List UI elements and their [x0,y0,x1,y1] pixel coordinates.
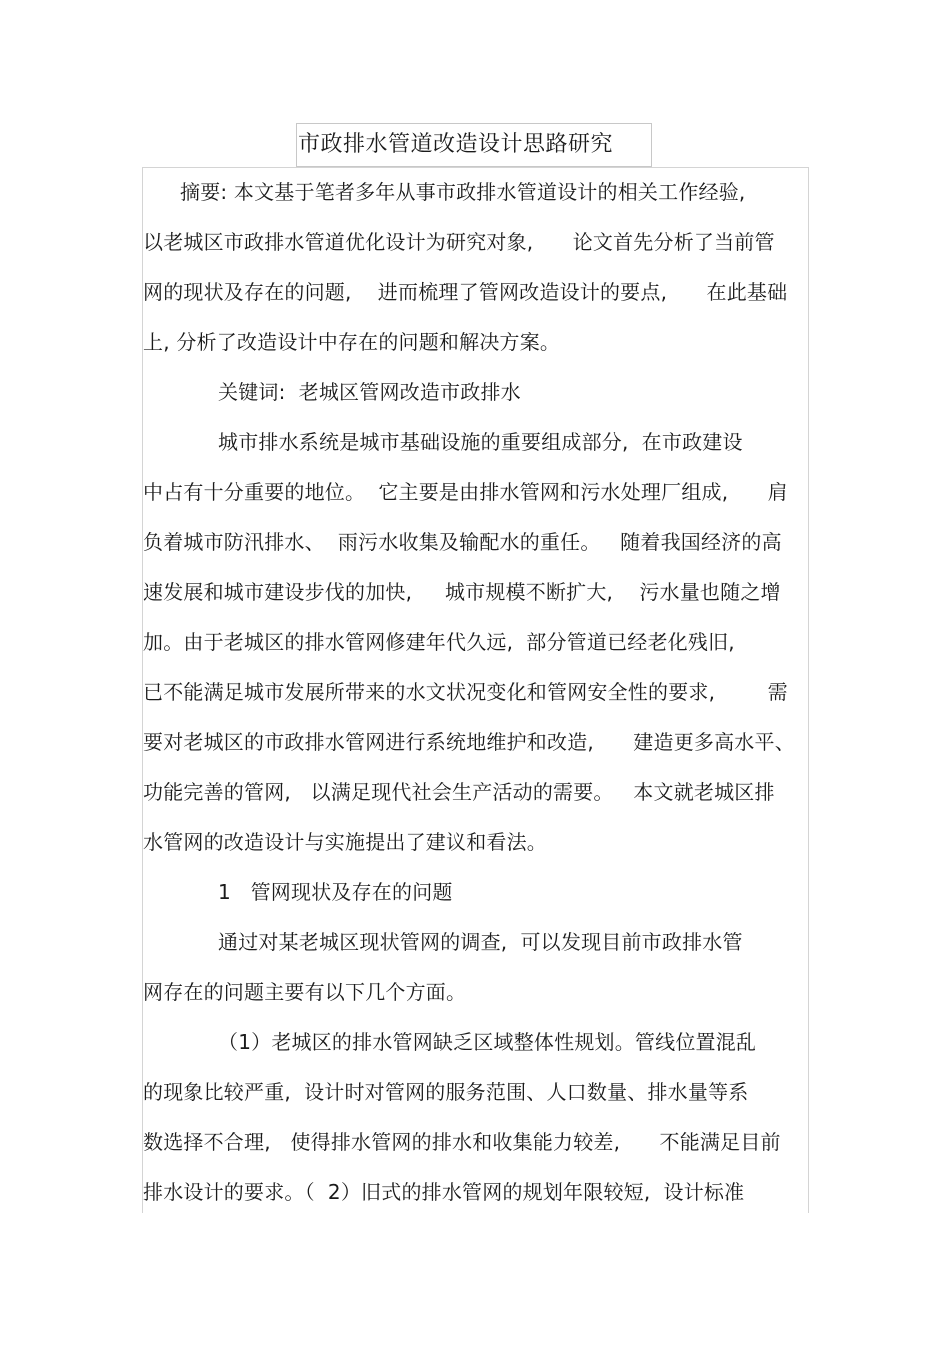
intro-line-3: 负着城市防汛排水、 雨污水收集及输配水的重任。 随着我国经济的高 [143,530,782,554]
section-heading-1: 1 管网现状及存在的问题 [218,880,453,904]
intro-line-8: 功能完善的管网, 以满足现代社会生产活动的需要。 本文就老城区排 [143,780,775,804]
intro-line-5: 加。由于老城区的排水管网修建年代久远, 部分管道已经老化残旧, [143,630,735,654]
intro-line-1: 城市排水系统是城市基础设施的重要组成部分, 在市政建设 [218,430,743,454]
problem-line-4: 排水设计的要求。（ 2）旧式的排水管网的规划年限较短, 设计标准 [143,1180,745,1204]
abstract-line-1: 摘要: 本文基于笔者多年从事市政排水管道设计的相关工作经验, [180,180,746,204]
intro-line-7: 要对老城区的市政排水管网进行系统地维护和改造, 建造更多高水平、 [143,730,795,754]
section-line-1: 通过对某老城区现状管网的调查, 可以发现目前市政排水管 [218,930,743,954]
intro-line-6: 已不能满足城市发展所带来的水文状况变化和管网安全性的要求, 需 [143,680,788,704]
problem-line-2: 的现象比较严重, 设计时对管网的服务范围、人口数量、排水量等系 [143,1080,749,1104]
section-line-2: 网存在的问题主要有以下几个方面。 [143,980,467,1004]
intro-line-4: 速发展和城市建设步伐的加快, 城市规模不断扩大, 污水量也随之增 [143,580,781,604]
intro-line-9: 水管网的改造设计与实施提出了建议和看法。 [143,830,547,854]
intro-line-2: 中占有十分重要的地位。 它主要是由排水管网和污水处理厂组成, 肩 [143,480,788,504]
problem-line-3: 数选择不合理, 使得排水管网的排水和收集能力较差, 不能满足目前 [143,1130,781,1154]
keywords-line: 关键词: 老城区管网改造市政排水 [218,380,521,404]
page-title: 市政排水管道改造设计思路研究 [298,132,614,157]
problem-line-1: （1）老城区的排水管网缺乏区域整体性规划。管线位置混乱 [218,1030,757,1054]
abstract-line-2: 以老城区市政排水管道优化设计为研究对象, 论文首先分析了当前管 [143,230,775,254]
abstract-line-4: 上, 分析了改造设计中存在的问题和解决方案。 [143,330,561,354]
abstract-line-3: 网的现状及存在的问题, 进而梳理了管网改造设计的要点, 在此基础 [143,280,788,304]
